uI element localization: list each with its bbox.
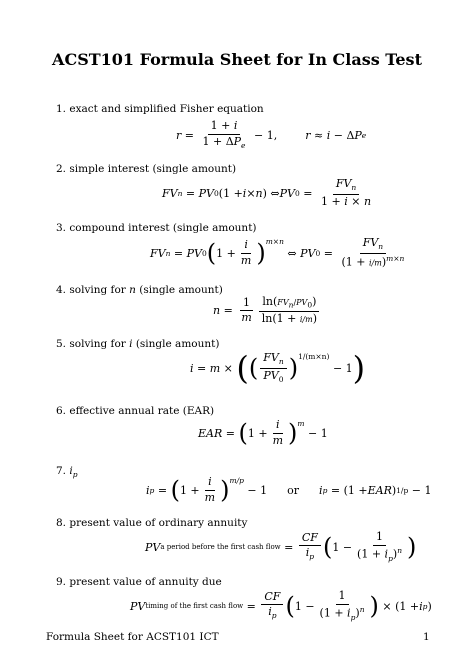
section-number: 2. (56, 163, 67, 175)
page-number: 1 (423, 631, 430, 643)
pv-subscript: timing of the first cash flow (145, 602, 244, 611)
equation-solve-i: i = m × ( ( $\frac{FV_n}{PV_0}$ ) 1/(m×n) − 1 ) (190, 349, 366, 388)
section-2-heading (56, 163, 236, 175)
section-label: compound interest (single amount) (69, 222, 257, 234)
page-title: ACST101 Formula Sheet for In Class Test (52, 50, 422, 69)
section-number: 1. (56, 103, 67, 115)
section-number: 9. (56, 576, 67, 588)
section-8-heading (56, 517, 247, 529)
section-label: simple interest (single amount) (69, 163, 237, 175)
section-4-heading: 4. solving for n (single amount) (56, 284, 223, 296)
pv-subscript: a period before the first cash flow (160, 543, 281, 552)
section-label: present value of annuity due (69, 576, 222, 588)
section-number: 4. (56, 284, 67, 296)
section-label: present value of ordinary annuity (69, 517, 248, 529)
section-6-heading (56, 405, 214, 417)
section-label: effective annual rate (EAR) (69, 405, 215, 417)
equation-compound-interest: FV n = PV 0 ( 1 + $\frac{i}{m}$ ) m×n ⇔ PV 0 = $\frac{FV_n}{(1 + i/m)^{m\times n}}$ (150, 236, 405, 269)
section-number: 8. (56, 517, 67, 529)
equation-fisher: r = $\frac{1 + i}{1 + \Delta P_e}$ − 1, r ≈ i − Δ P e (176, 119, 367, 150)
section-7-heading: 7. $i_p$ (56, 465, 78, 480)
section-number: 6. (56, 405, 67, 417)
equation-simple-interest: FV n = PV 0 (1 + i × n ) ⇔ PV 0 = $\frac{FV_n}{1 + i \times n}$ (162, 177, 372, 208)
section-3-heading (56, 222, 257, 234)
section-5-heading: 5. solving for i (single amount) (56, 338, 220, 350)
section-1-heading (56, 103, 264, 115)
section-number: 3. (56, 222, 67, 234)
equation-solve-n: n = $\frac{1}{m}$ $\frac{\text{ln(FVn/PV0)}}{\ln(1 + i/m)}$ (213, 296, 322, 326)
footer-text: Formula Sheet for ACST101 ICT (46, 631, 219, 643)
or-text: or (287, 483, 300, 497)
section-label: exact and simplified Fisher equation (69, 103, 264, 115)
equation-pv-annuity-due: PV timing of the first cash flow = $\frac{CF}{i_p}$ ( 1 − $\frac{1}{(1 + i_p)^n}$ ) × (1 + i p ) (130, 589, 432, 622)
section-number: 7. (56, 465, 67, 477)
section-9-heading (56, 576, 222, 588)
equation-ear: EAR = ( 1 + $\frac{i}{m}$ ) m − 1 (198, 418, 328, 448)
equation-ip: i p = ( 1 + $\frac{i}{m}$ ) m/p − 1 or i p = (1 + EAR ) 1/p − 1 (146, 475, 432, 505)
section-number: 5. (56, 338, 67, 350)
equation-pv-ordinary-annuity: PV a period before the first cash flow = $\frac{CF}{i_p}$ ( 1 − $\frac{1}{(1 + i_p)^n}$ ) (145, 530, 417, 563)
